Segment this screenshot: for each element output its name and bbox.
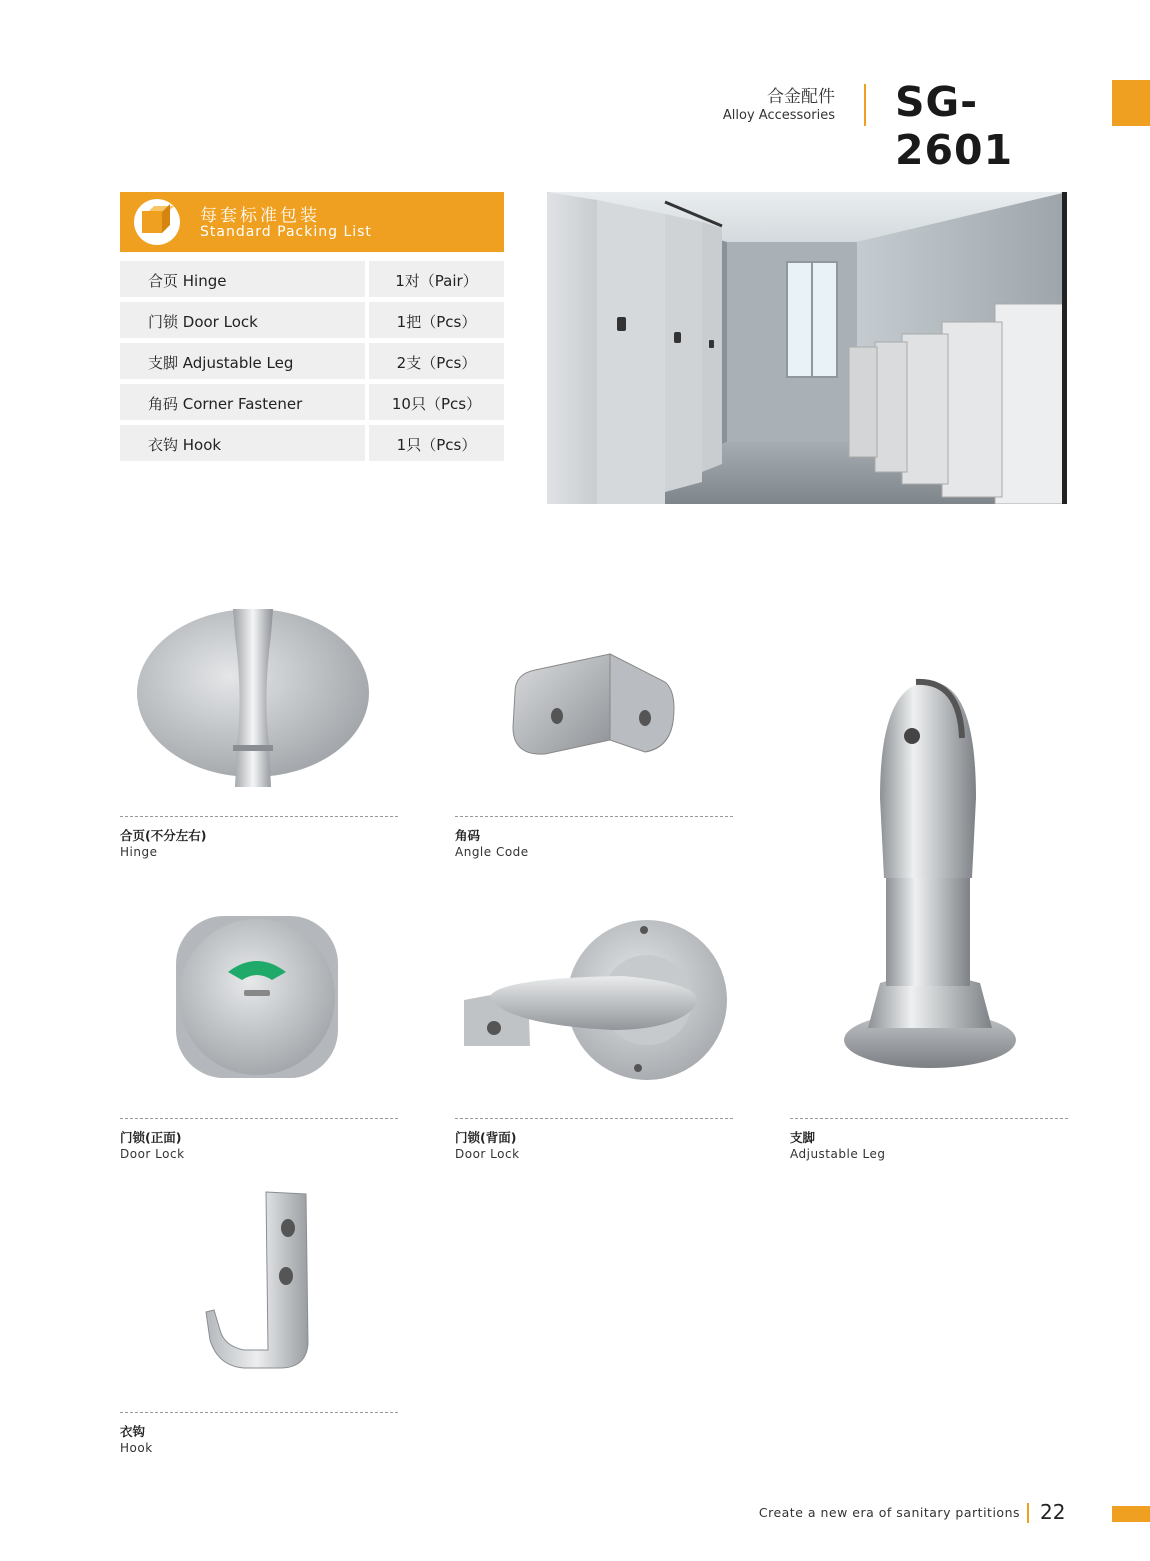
category-title-cn: 合金配件 [767, 87, 835, 107]
caption-leg-en: Adjustable Leg [790, 1147, 886, 1161]
adjustable-leg-image [842, 678, 1020, 1076]
restroom-photo [547, 192, 1067, 504]
caption-hinge-en: Hinge [120, 845, 158, 859]
footer-divider [1027, 1503, 1029, 1523]
packing-list-title-en: Standard Packing List [200, 224, 372, 240]
page-number: 22 [1040, 1500, 1066, 1524]
footer-accent-block [1112, 1506, 1150, 1522]
packing-row [120, 302, 504, 338]
caption-divider [120, 1118, 398, 1119]
hinge-image [135, 605, 371, 790]
header-accent-block [1112, 80, 1150, 126]
caption-hook-en: Hook [120, 1441, 153, 1455]
caption-lock-front-cn: 门锁(正面) [120, 1130, 182, 1145]
packing-row [120, 343, 504, 379]
header-divider [864, 84, 866, 126]
angle-code-image [505, 652, 680, 760]
caption-hinge-cn: 合页(不分左右) [120, 828, 207, 843]
packing-item: 衣钩 Hook [148, 436, 222, 454]
packing-qty: 1把（Pcs） [396, 313, 477, 331]
caption-divider [455, 816, 733, 817]
package-box-icon-front [142, 211, 162, 233]
door-lock-front-image [172, 912, 342, 1082]
packing-row [120, 425, 504, 461]
caption-lock-back-cn: 门锁(背面) [455, 1130, 517, 1145]
caption-divider [120, 816, 398, 817]
caption-leg-cn: 支脚 [790, 1130, 816, 1145]
packing-row [120, 384, 504, 420]
packing-list-title-cn: 每套标准包装 [200, 206, 320, 226]
hook-image [204, 1190, 314, 1372]
packing-qty: 1对（Pair） [395, 272, 478, 290]
caption-lock-front-en: Door Lock [120, 1147, 185, 1161]
category-title-en: Alloy Accessories [722, 108, 835, 123]
caption-divider [455, 1118, 733, 1119]
packing-qty: 1只（Pcs） [396, 436, 477, 454]
packing-qty: 10只（Pcs） [391, 395, 482, 413]
caption-divider [790, 1118, 1068, 1119]
packing-item: 门锁 Door Lock [148, 313, 258, 331]
model-number: SG-2601 [895, 78, 1014, 174]
packing-item: 角码 Corner Fastener [148, 395, 303, 413]
packing-row [120, 261, 504, 297]
packing-qty: 2支（Pcs） [396, 354, 477, 372]
footer-slogan: Create a new era of sanitary partitions [758, 1505, 1020, 1520]
caption-angle-en: Angle Code [455, 845, 529, 859]
door-lock-back-image [462, 918, 730, 1084]
caption-divider [120, 1412, 398, 1413]
caption-angle-cn: 角码 [455, 828, 481, 843]
packing-item: 合页 Hinge [148, 272, 227, 290]
caption-hook-cn: 衣钩 [120, 1424, 146, 1439]
caption-lock-back-en: Door Lock [455, 1147, 520, 1161]
packing-item: 支脚 Adjustable Leg [148, 354, 294, 372]
